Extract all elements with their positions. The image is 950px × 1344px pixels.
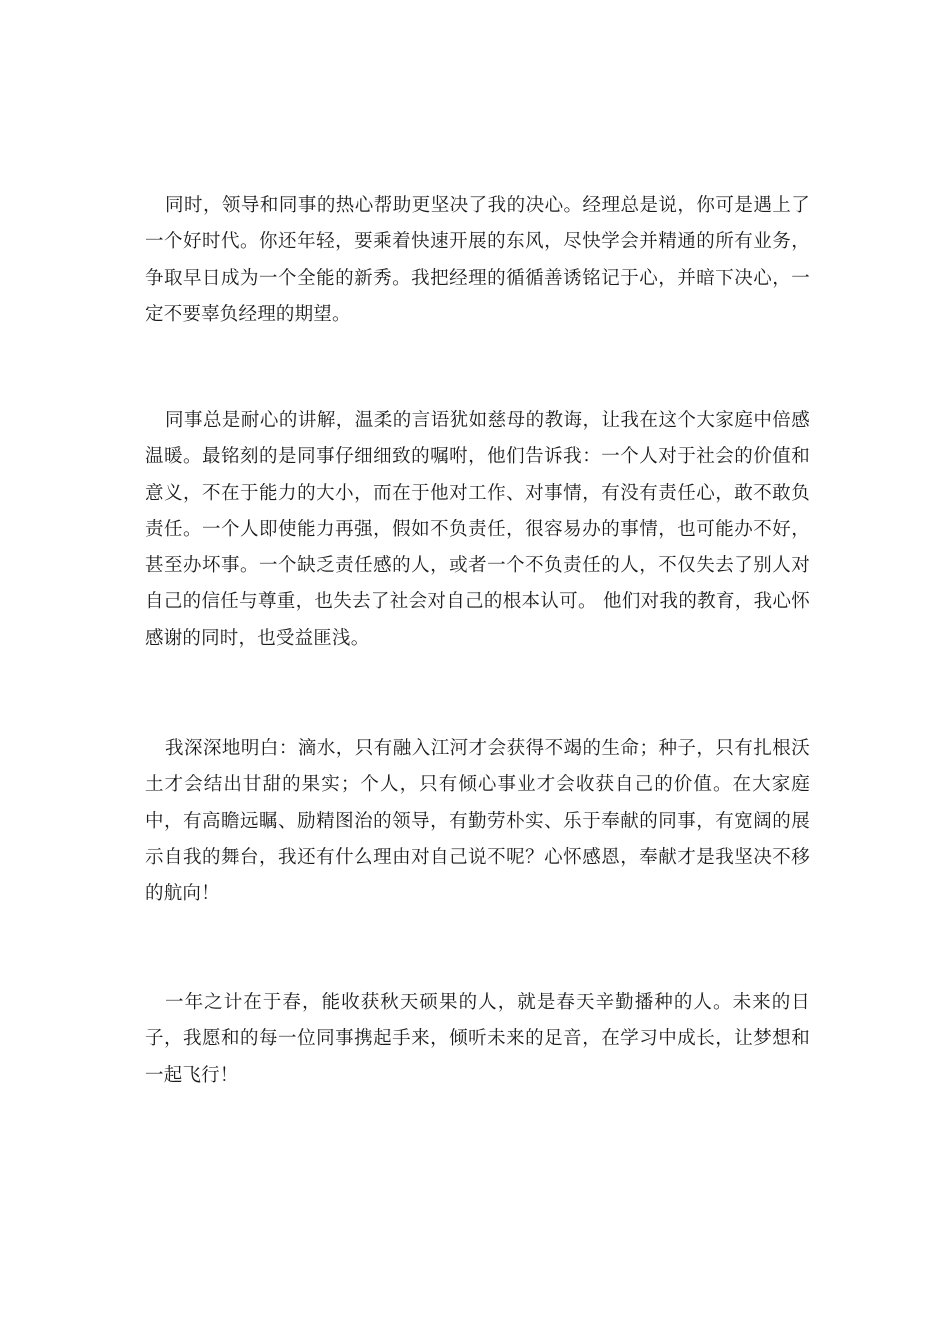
paragraph-understanding: 我深深地明白：滴水，只有融入江河才会获得不竭的生命；种子，只有扎根沃土才会结出甘甜的果实；个人，只有倾心事业才会收获自己的价值。在大家庭中，有高瞻远瞩、励精图治的领导，有勤劳朴实、乐于奉献的同事，有宽阔的展示自我的舞台，我还有什么理由对自己说不呢？心怀感恩，奉献才是我坚决不移的航向！ <box>145 738 810 905</box>
paragraph-leader-help: 同时，领导和同事的热心帮助更坚决了我的决心。经理总是说，你可是遇上了一个好时代。你还年轻，要乘着快速开展的东风，尽快学会并精通的所有业务，争取早日成为一个全能的新秀。我把经理的循循善诱铭记于心，并暗下决心，一定不要辜负经理的期望。 <box>145 195 810 325</box>
paragraph-future: 一年之计在于春，能收获秋天硕果的人，就是春天辛勤播种的人。未来的日子，我愿和的每一位同事携起手来，倾听未来的足音，在学习中成长，让梦想和一起飞行！ <box>145 992 810 1086</box>
paragraph-colleague-guidance: 同事总是耐心的讲解，温柔的言语犹如慈母的教诲，让我在这个大家庭中倍感温暖。最铭刻的是同事仔细细致的嘱咐，他们告诉我：一个人对于社会的价值和意义，不在于能力的大小，而在于他对工作、对事情，有没有责任心，敢不敢负责任。一个人即使能力再强，假如不负责任，很容易办的事情，也可能办不好，甚至办坏事。一个缺乏责任感的人，或者一个不负责任的人，不仅失去了别人对自己的信任与尊重，也失去了社会对自己的根本认可。 他们对我的教育，我心怀感谢的同时，也受益匪浅。 <box>145 410 810 649</box>
